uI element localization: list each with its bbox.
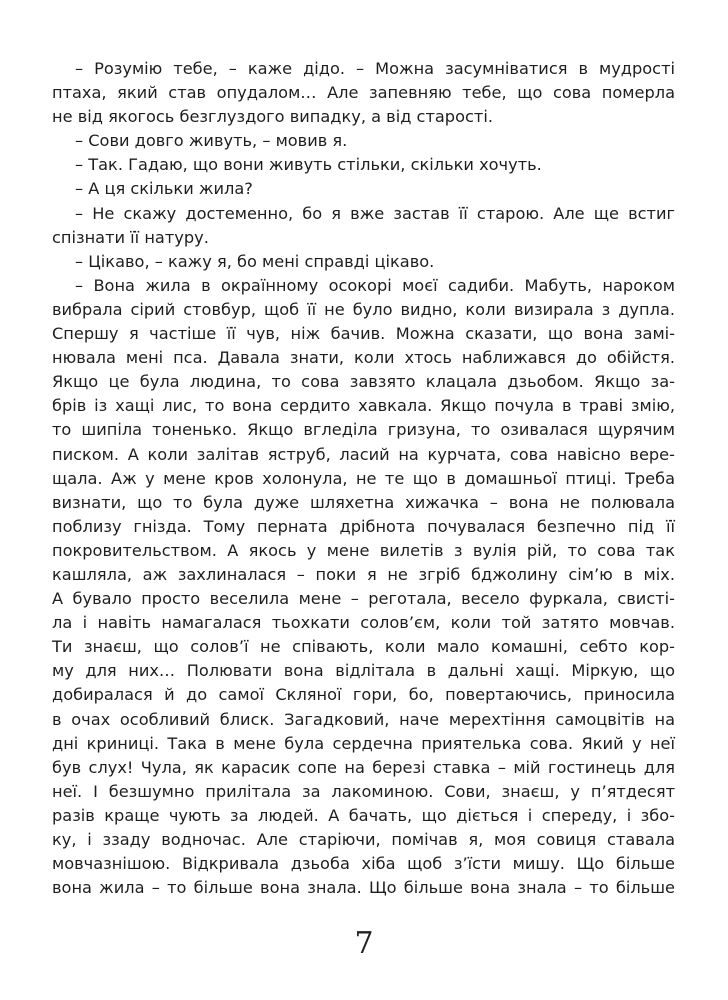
- text-line: вона жила – то більше вона знала. Що більше вона знала – то більше: [52, 878, 675, 898]
- text-line: – Цікаво, – кажу я, бо мені справді цікаво.: [75, 251, 435, 271]
- text-line: поблизу гнізда. Тому перната дрібнота почувалася безпечно під її: [52, 516, 675, 536]
- text-line: визнати, що то була дуже шляхетна хижачка – вона не полювала: [52, 492, 675, 512]
- text-line: брів із хащі лис, то вона сердито хавкала. Якщо почула в траві змію,: [52, 396, 675, 416]
- text-line: покровительством. А якось у мене вилетів з вулія рій, то сова так: [52, 540, 675, 560]
- page-number: 7: [354, 926, 374, 961]
- text-line: кашляла, аж захлиналася – поки я не згріб бджолину сім’ю в міх.: [52, 564, 675, 584]
- text-line: спізнати її натуру.: [52, 227, 209, 247]
- body-text: [52, 57, 675, 900]
- text-line: щала. Аж у мене кров холонула, не те що в домашньої птиці. Треба: [52, 468, 675, 488]
- text-line: – Розумію тебе, – каже дідо. – Можна засумніватися в мудрості: [75, 59, 675, 78]
- text-line: мовчазнішою. Відкривала дзьоба хіба щоб з’їсти мишу. Що більше: [52, 854, 675, 874]
- text-line: неї. І безшумно прилітала за лакоминою. Сови, знаєш, у п’ятдесят: [52, 781, 675, 801]
- text-line: А бувало просто веселила мене – реготала, весело фуркала, свисті-: [52, 589, 675, 609]
- text-line: – Вона жила в окраїнному осокорі моєї садиби. Мабуть, нароком: [75, 275, 675, 295]
- text-line: ку, і ззаду водночас. Але старіючи, помічав я, моя совиця ставала: [52, 830, 675, 849]
- text-line: разів краще чують за людей. А бачать, що діється і спереду, і збо-: [52, 805, 675, 825]
- text-line: то шипіла тоненько. Якщо вгледіла гризуна, то озивалася щурячим: [52, 420, 675, 440]
- text-line: був слух! Чула, як карасик сопе на березі ставка – мій гостинець для: [52, 757, 675, 777]
- text-line: – Сови довго живуть, – мовив я.: [75, 131, 348, 151]
- text-line: Спершу я частіше її чув, ніж бачив. Можна сказати, що вона замі-: [52, 324, 675, 344]
- text-line: Якщо це була людина, то сова завзято клацала дзьобом. Якщо за-: [52, 372, 675, 392]
- text-line: Ти знаєш, що солов’ї не співають, коли мало комашні, себто кор-: [52, 637, 675, 657]
- text-line: – Так. Гадаю, що вони живуть стільки, скільки хочуть.: [75, 155, 542, 175]
- text-line: писком. А коли залітав яструб, ласий на курчата, сова навісно вере-: [52, 444, 675, 464]
- text-line: добиралася й до самої Скляної гори, бо, повертаючись, приносила: [52, 685, 675, 705]
- text-line: му для них… Полювати вона відлітала в дальні хащі. Міркую, що: [52, 661, 675, 681]
- text-line: птаха, який став опудалом… Але запевняю тебе, що сова померла: [52, 83, 675, 103]
- text-line: нювала мені пса. Давала знати, коли хтось наближався до обійстя.: [52, 348, 675, 368]
- text-line: ла і навіть намагалася тьохкати солов’єм, коли той затято мовчав.: [52, 613, 675, 633]
- text-line: в очах особливий блиск. Загадковий, наче мерехтіння самоцвітів на: [52, 709, 675, 729]
- text-line: – А ця скільки жила?: [75, 179, 253, 199]
- text-line: – Не скажу достеменно, бо я вже застав її старою. Але ще встиг: [75, 203, 675, 223]
- text-line: не від якогось безглуздого випадку, а від старості.: [52, 107, 493, 127]
- text-line: дні криниці. Така в мене була сердечна приятелька сова. Який у неї: [52, 733, 675, 753]
- text-line: вибрала сірий стовбур, щоб її не було видно, коли визирала з дупла.: [52, 299, 675, 319]
